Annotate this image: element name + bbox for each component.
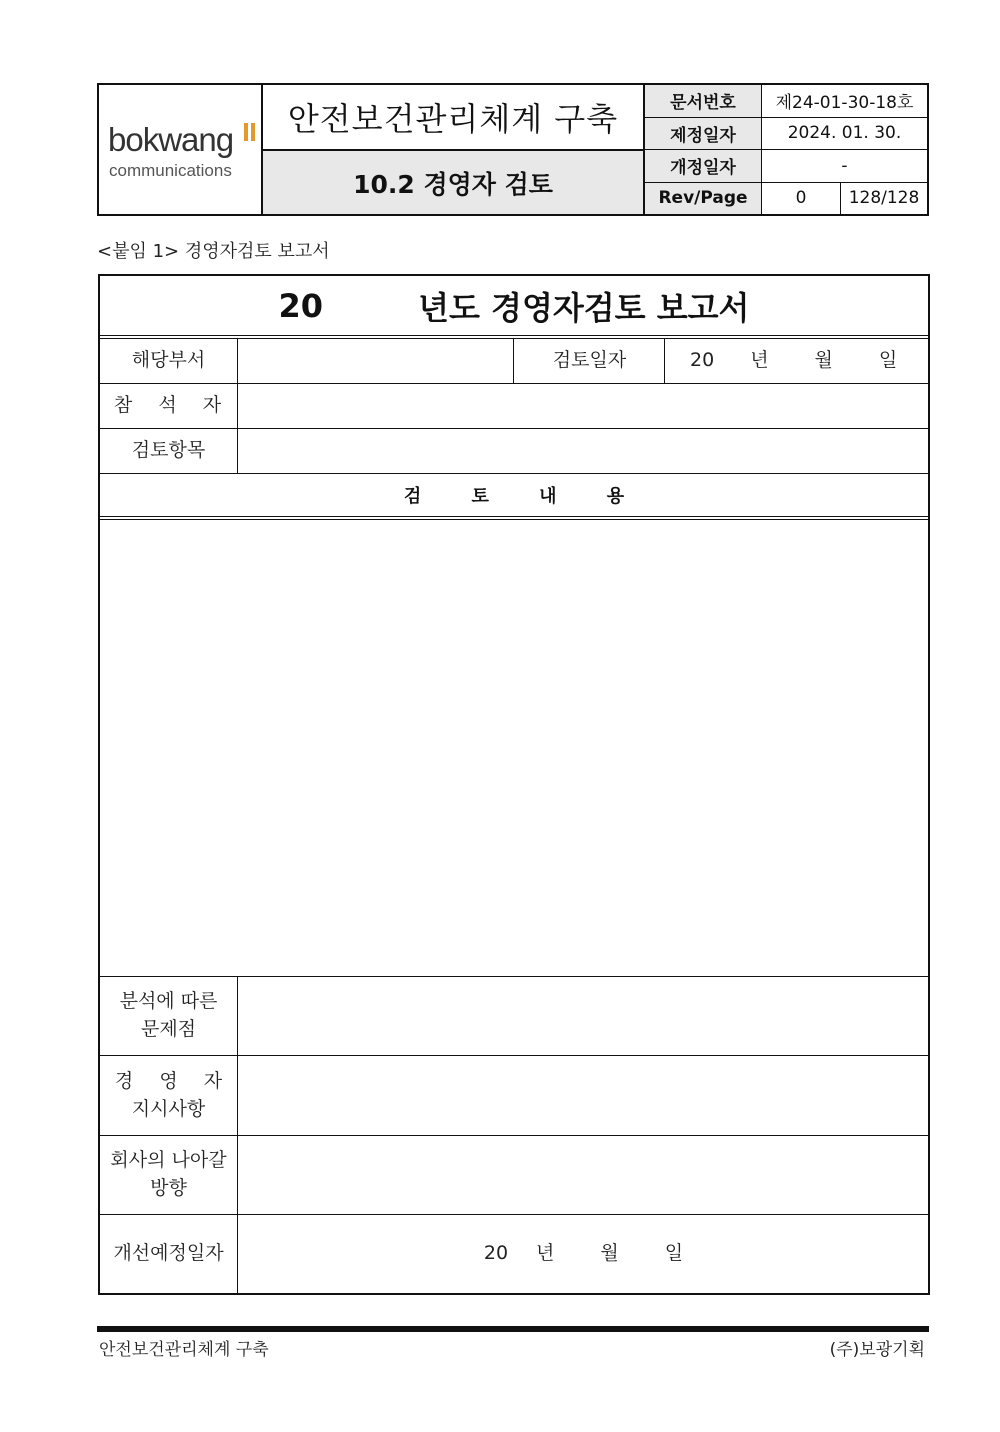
- review-content-area[interactable]: [100, 521, 928, 976]
- direction-input[interactable]: [239, 1136, 928, 1214]
- document-subtitle: 10.2 경영자 검토: [263, 151, 643, 214]
- dept-label: 해당부서: [131, 349, 206, 372]
- problems-label-line1: 분석에 따른: [119, 990, 218, 1013]
- rev-page-label: Rev/Page: [645, 183, 762, 215]
- review-report-form: [98, 274, 930, 1295]
- form-title: [100, 276, 928, 336]
- problems-label: [100, 977, 237, 1055]
- direction-label-line1: 회사의 나아갈: [110, 1149, 227, 1172]
- revise-date-label: 개정일자: [645, 150, 762, 182]
- document-meta-table: [645, 85, 927, 214]
- footer-rule: [97, 1326, 929, 1332]
- footer-left-text: 안전보건관리체계 구축: [99, 1340, 269, 1360]
- problems-input[interactable]: [239, 977, 928, 1055]
- directive-input[interactable]: [239, 1056, 928, 1135]
- plan-date-field[interactable]: [239, 1215, 928, 1293]
- plan-date-year: 년: [536, 1242, 555, 1265]
- document-title: 안전보건관리체계 구축: [263, 85, 643, 151]
- plan-date-yy: 20: [483, 1242, 509, 1265]
- review-date-day: 일: [878, 349, 898, 372]
- form-title-year: 20: [278, 287, 324, 325]
- directive-label: [100, 1056, 237, 1135]
- plan-date-day: 일: [664, 1242, 684, 1265]
- form-title-text: 년도 경영자검토 보고서: [418, 289, 750, 327]
- rev-value: 0: [762, 183, 841, 215]
- logo-mark-icon: [244, 123, 256, 141]
- doc-no-label: 문서번호: [645, 85, 762, 117]
- plan-date-month: 월: [600, 1242, 619, 1265]
- review-date-yy: 20: [690, 349, 715, 372]
- review-date-field[interactable]: [666, 339, 928, 383]
- review-date-label: 검토일자: [552, 349, 627, 372]
- doc-no-value: 제24-01-30-18호: [775, 93, 914, 114]
- directive-label-line2: 지시사항: [131, 1097, 206, 1120]
- document-header: [97, 83, 929, 216]
- review-date-month: 월: [814, 349, 833, 372]
- logo-sub-text: communications: [109, 161, 232, 180]
- review-items-label: 검토항목: [131, 439, 206, 462]
- direction-label: [100, 1136, 237, 1214]
- plan-date-label: 개선예정일자: [113, 1242, 224, 1265]
- company-logo: [99, 85, 263, 214]
- footer-right-text: (주)보광기획: [829, 1340, 925, 1360]
- logo-brand-text: bokwang: [108, 121, 234, 158]
- enact-date-label: 제정일자: [645, 118, 762, 150]
- review-content-header: 검 토 내 용: [403, 486, 647, 507]
- revise-date-value: -: [841, 155, 848, 176]
- page-value: 128/128: [848, 188, 920, 209]
- direction-label-line2: 방향: [150, 1177, 187, 1199]
- attendees-input[interactable]: [239, 384, 928, 428]
- review-items-input[interactable]: [239, 429, 928, 473]
- review-date-year: 년: [750, 349, 769, 372]
- problems-label-line2: 문제점: [140, 1018, 197, 1040]
- directive-label-line1: 경 영 자: [114, 1069, 233, 1092]
- dept-input[interactable]: [239, 339, 513, 383]
- enact-date-value: 2024. 01. 30.: [787, 123, 902, 144]
- attachment-label: <붙임 1> 경영자검토 보고서: [97, 241, 330, 262]
- attendees-label: 참 석 자: [113, 394, 232, 417]
